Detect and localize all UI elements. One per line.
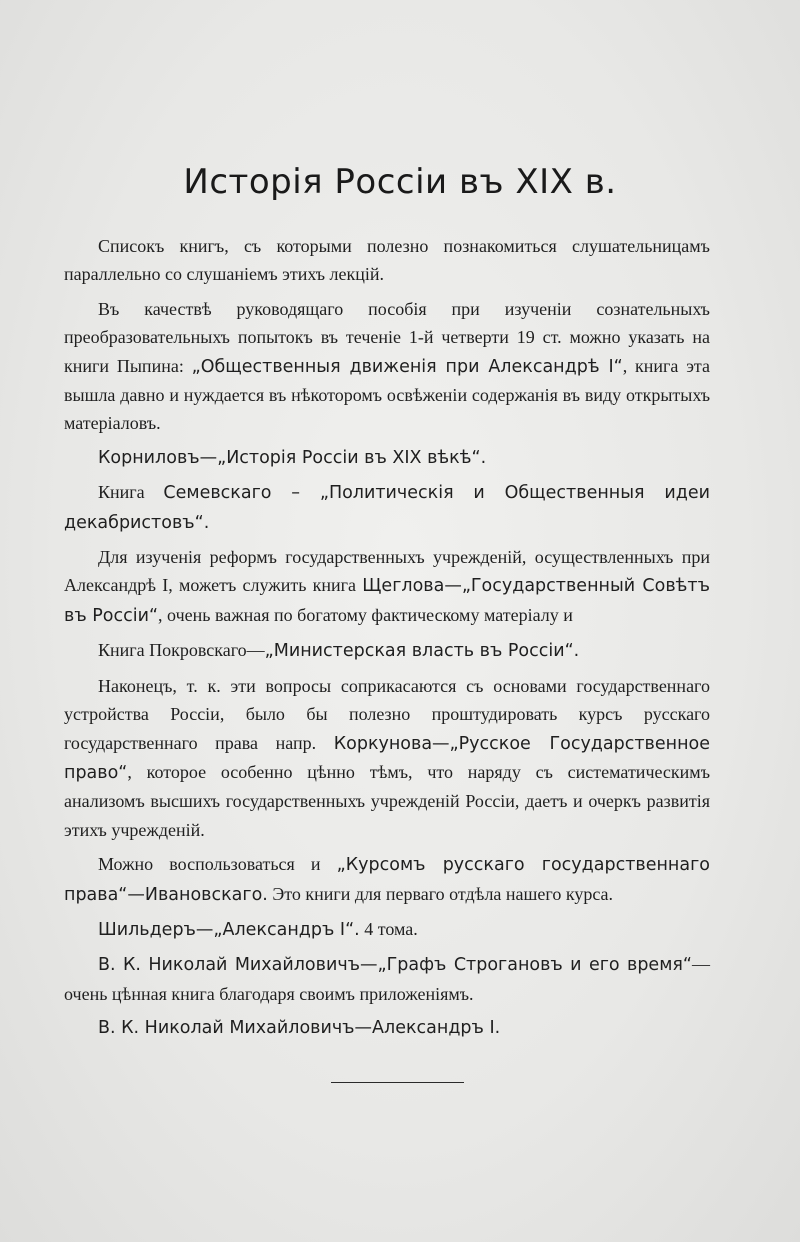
page-title: Исторія Россіи въ XIX в. <box>183 162 617 202</box>
stroganov-tail: —очень цѣнная книга благодаря своимъ приложеніямъ. <box>64 954 710 1004</box>
pypin-intro: Въ качествѣ руководящаго пособія при изученіи сознательныхъ преобразовательныхъ попытокъ въ теченіе 1-й четверти 19 ст. можно указать на книги Пыпина: <box>64 298 710 376</box>
korkunov-tail: , которое особенно цѣнно тѣмъ, что наряду съ систематическимъ анализомъ высшихъ государственныхъ учрежденій Россіи, даетъ и очеркъ развитія этихъ учрежденій. <box>64 761 710 840</box>
paragraph-alexander: В. К. Николай Михайловичъ—Александръ I. <box>98 1018 501 1039</box>
pokrovsky-intro: Книга Покровскаго— <box>98 640 265 661</box>
paragraph-ivanovsky <box>64 850 710 909</box>
pokrovsky-book: „Министерская власть въ Россіи“. <box>264 641 580 662</box>
semevsky-intro: Книга <box>98 482 164 503</box>
schilder-tail: 4 тома. <box>359 918 418 939</box>
ivanovsky-intro: Можно воспользоваться и <box>98 854 337 875</box>
paragraph-semevsky <box>64 478 710 537</box>
paragraph-korkunov <box>64 672 710 844</box>
paragraph-pokrovsky <box>64 636 710 665</box>
schilder-book: Шильдеръ—„Александръ I“. <box>98 919 360 940</box>
paragraph-pypin <box>64 295 710 438</box>
closing-rule <box>331 1082 464 1083</box>
paragraph-schilder <box>64 915 710 944</box>
stroganov-book: В. К. Николай Михайловичъ—„Графъ Строгановъ и его время“ <box>98 955 692 976</box>
body-text <box>64 232 710 1049</box>
paragraph-shcheglov <box>64 543 710 630</box>
ivanovsky-tail: Это книги для перваго отдѣла нашего курса. <box>267 883 614 904</box>
paragraph-intro: Списокъ книгъ, съ которыми полезно познакомиться слушательницамъ параллельно со слушаніемъ этихъ лекцій. <box>64 236 710 285</box>
korkunov-intro: Наконецъ, т. к. эти вопросы соприкасаются съ основами государственнаго устройства Россіи, было бы полезно проштудировать курсъ русскаго государственнаго права напр. <box>64 675 710 753</box>
shcheglov-book: Щеглова—„Государственный Совѣтъ въ Россіи“ <box>64 576 710 626</box>
paragraph-kornilov: Корниловъ—„Исторія Россіи въ XIX вѣкѣ“. <box>98 447 487 468</box>
korkunov-book: Коркунова—„Русское Государственное право“ <box>64 733 710 783</box>
ivanovsky-book: „Курсомъ русскаго государственнаго права“—Ивановскаго. <box>64 855 710 905</box>
shcheglov-tail: , очень важная по богатому фактическому матеріалу и <box>158 604 573 625</box>
paragraph-stroganov <box>64 950 710 1008</box>
semevsky-book: Семевскаго – „Политическія и Общественныя идеи декабристовъ“. <box>64 483 710 533</box>
pypin-tail: , книга эта вышла давно и нуждается въ нѣкоторомъ освѣженіи содержанія въ виду открытыхъ матеріаловъ. <box>64 355 710 434</box>
shcheglov-intro: Для изученія реформъ государственныхъ учрежденій, осуществленныхъ при Александрѣ I, можетъ служить книга <box>64 547 710 596</box>
pypin-book: „Общественныя движенія при Александрѣ I“ <box>191 356 623 377</box>
